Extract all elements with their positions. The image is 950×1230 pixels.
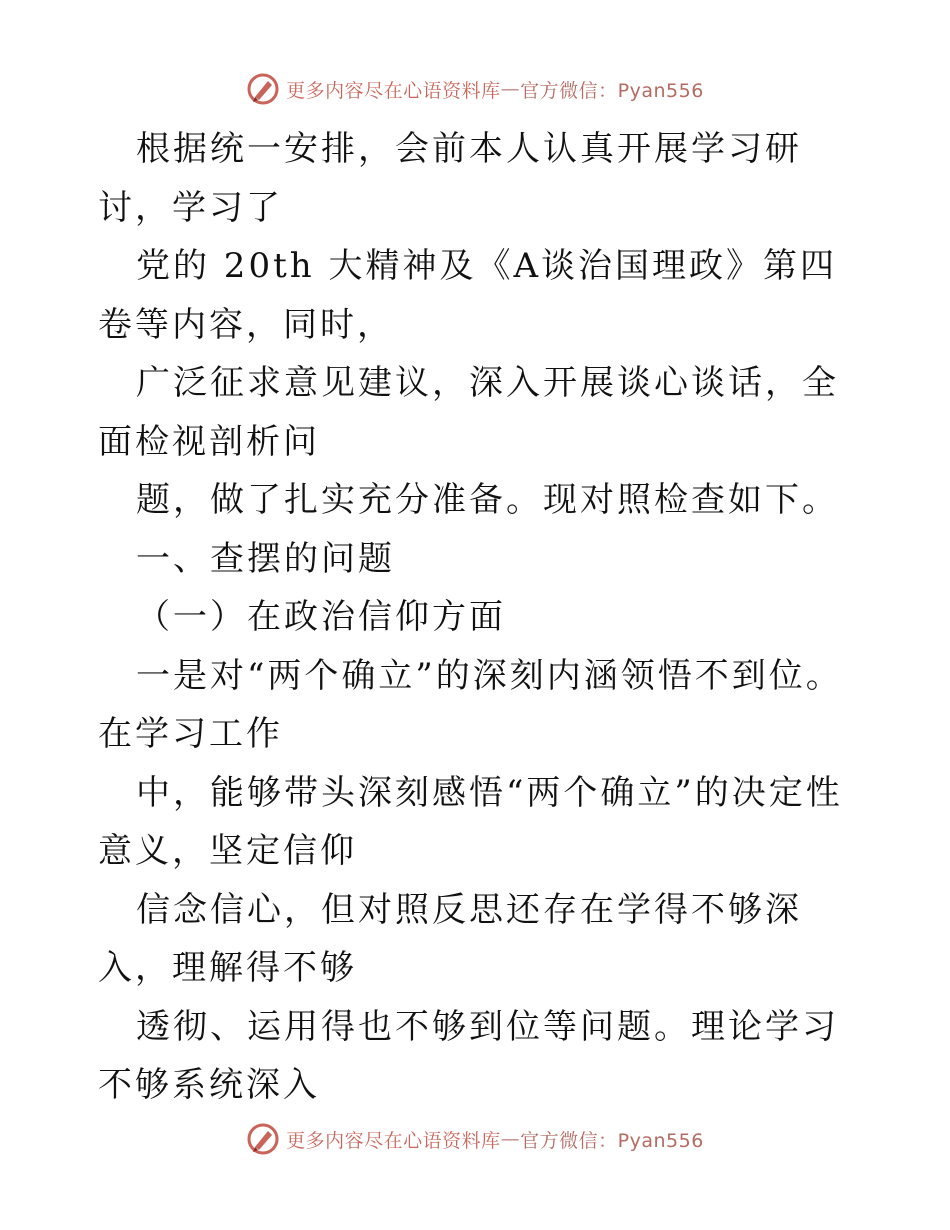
header-watermark: [0, 72, 950, 106]
pen-logo-icon: [246, 1122, 280, 1156]
paragraph-5: 一是对“两个确立”的深刻内涵领悟不到位。在学习工作: [98, 655, 843, 754]
paragraph-3: 广泛征求意见建议，深入开展谈心谈话，全面检视剖析问: [98, 363, 839, 462]
paragraph-6: 中，能够带头深刻感悟“两个确立”的决定性意义，坚定信仰: [98, 772, 843, 871]
paragraph-7: 信念信心，但对照反思还存在学得不够深入，理解得不够: [98, 889, 802, 988]
watermark-separator: —: [500, 78, 521, 100]
watermark-right-text: 官方微信：Pyan556: [520, 79, 704, 102]
subsection-heading: （一）在政治信仰方面: [136, 597, 506, 637]
paragraph-4: 题，做了扎实充分准备。现对照检查如下。: [136, 480, 839, 520]
document-body: [98, 120, 858, 1115]
pen-logo-icon: [246, 72, 280, 106]
footer-watermark: [0, 1122, 950, 1156]
section-heading: 一、查摆的问题: [136, 538, 395, 579]
watermark-left-text: 更多内容尽在心语资料库: [286, 1129, 501, 1152]
watermark-left-text: 更多内容尽在心语资料库: [286, 79, 501, 102]
watermark-separator: —: [500, 1128, 521, 1150]
paragraph-8: 透彻、运用得也不够到位等问题。理论学习不够系统深入: [98, 1006, 839, 1105]
paragraph-2: 党的 20th 大精神及《A谈治国理政》第四卷等内容，同时，: [98, 246, 837, 345]
watermark-right-text: 官方微信：Pyan556: [520, 1129, 704, 1152]
paragraph-1: 根据统一安排，会前本人认真开展学习研讨，学习了: [98, 129, 802, 228]
